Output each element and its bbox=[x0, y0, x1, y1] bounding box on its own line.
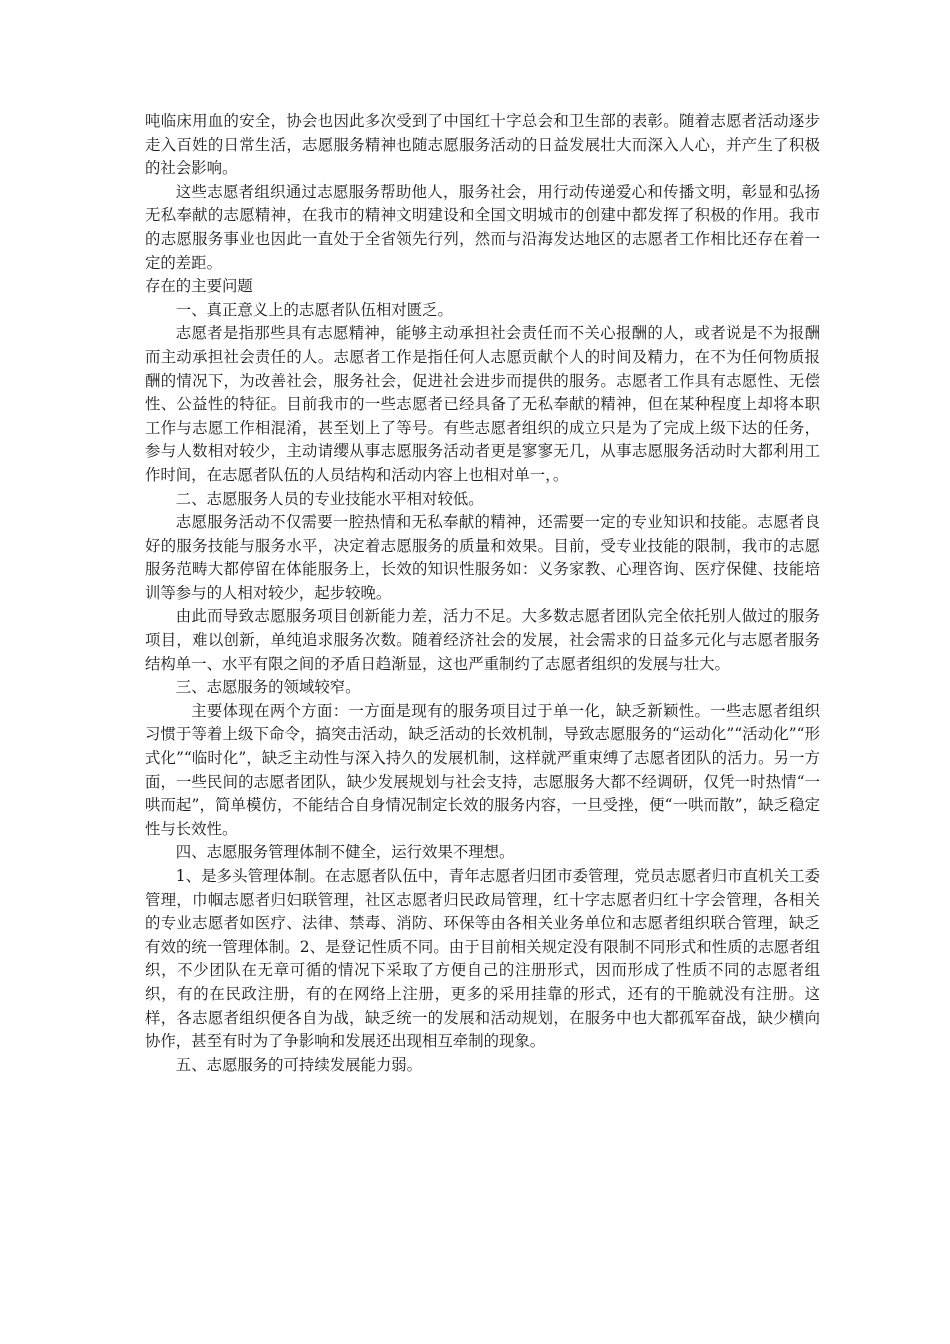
section-heading-main-problems: 存在的主要问题 bbox=[145, 277, 253, 296]
problem-heading-5: 五、志愿服务的可持续发展能力弱。 bbox=[175, 1055, 423, 1074]
problem-heading-1: 一、真正意义上的志愿者队伍相对匮乏。 bbox=[175, 300, 453, 319]
paragraph-problem-2b: 由此而导致志愿服务项目创新能力差，活力不足。大多数志愿者团队完全依托别人做过的服务项目，难以创新，单纯追求服务次数。随着经济社会的发展，社会需求的日益多元化与志愿者服务结构单一、水平有限之间的矛盾日趋渐显，这也严重制约了志愿者组织的发展与壮大。 bbox=[145, 607, 820, 673]
problem-heading-3: 三、志愿服务的领域较窄。 bbox=[175, 678, 361, 697]
paragraph-problem-2a: 志愿服务活动不仅需要一腔热情和无私奉献的精神，还需要一定的专业知识和技能。志愿者良好的服务技能与服务水平，决定着志愿服务的质量和效果。目前，受专业技能的限制，我市的志愿服务范畴大都停留在体能服务上，长效的知识性服务如：义务家教、心理咨询、医疗保健、技能培训等参与的人相对较少，起步较晚。 bbox=[145, 513, 820, 602]
problem-heading-4: 四、志愿服务管理体制不健全，运行效果不理想。 bbox=[175, 843, 515, 862]
paragraph-intro-continuation: 吨临床用血的安全，协会也因此多次受到了中国红十字总会和卫生部的表彰。随着志愿者活动逐步走入百姓的日常生活，志愿服务精神也随志愿服务活动的日益发展壮大而深入人心，并产生了积极的社会影响。 bbox=[145, 112, 820, 178]
paragraph-organizations-role: 这些志愿者组织通过志愿服务帮助他人，服务社会，用行动传递爱心和传播文明，彰显和弘扬无私奉献的志愿精神，在我市的精神文明建设和全国文明城市的创建中都发挥了积极的作用。我市的志愿服务事业也因此一直处于全省领先行列，然而与沿海发达地区的志愿者工作相比还存在着一定的差距。 bbox=[145, 182, 820, 272]
document-body bbox=[145, 110, 820, 1077]
paragraph-problem-1: 志愿者是指那些具有志愿精神，能够主动承担社会责任而不关心报酬的人，或者说是不为报酬而主动承担社会责任的人。志愿者工作是指任何人志愿贡献个人的时间及精力，在不为任何物质报酬的情况下，为改善社会，服务社会，促进社会进步而提供的服务。志愿者工作具有志愿性、无偿性、公益性的特征。目前我市的一些志愿者已经具备了无私奉献的精神，但在某种程度上却将本职工作与志愿工作相混淆，甚至划上了等号。有些志愿者组织的成立只是为了完成上级下达的任务，参与人数相对较少，主动请缨从事志愿服务活动者更是寥寥无几，从事志愿服务活动时大都利用工作时间，在志愿者队伍的人员结构和活动内容上也相对单一，。 bbox=[145, 324, 820, 484]
paragraph-problem-4: 1、是多头管理体制。在志愿者队伍中，青年志愿者归团市委管理，党员志愿者归市直机关工委管理，巾帼志愿者归妇联管理，社区志愿者归民政局管理，红十字志愿者归红十字会管理，各相关的专业志愿者如医疗、法律、禁毒、消防、环保等由各相关业务单位和志愿者组织联合管理，缺乏有效的统一管理体制。2、是登记性质不同。由于目前相关规定没有限制不同形式和性质的志愿者组织，不少团队在无章可循的情况下采取了方便自己的注册形式，因而形成了性质不同的志愿者组织，有的在民政注册，有的在网络上注册，更多的采用挂靠的形式，还有的干脆就没有注册。这样，各志愿者组织便各自为战，缺乏统一的发展和活动规划，在服务中也大都孤军奋战，缺少横向协作，甚至有时为了争影响和发展还出现相互牵制的现象。 bbox=[145, 867, 820, 1051]
problem-heading-2: 二、志愿服务人员的专业技能水平相对较低。 bbox=[175, 489, 484, 508]
paragraph-problem-3: 主要体现在两个方面：一方面是现有的服务项目过于单一化，缺乏新颖性。一些志愿者组织习惯于等着上级下命令，搞突击活动，缺乏活动的长效机制，导致志愿服务的“运动化”“活动化”“形式化”“临时化”，缺乏主动性与深入持久的发展机制，这样就严重束缚了志愿者团队的活力。另一方面，一些民间的志愿者团队，缺少发展规划与社会支持，志愿服务大都不经调研，仅凭一时热情“一哄而起”，简单模仿，不能结合自身情况制定长效的服务内容，一旦受挫，便“一哄而散”，缺乏稳定性与长效性。 bbox=[145, 701, 820, 838]
